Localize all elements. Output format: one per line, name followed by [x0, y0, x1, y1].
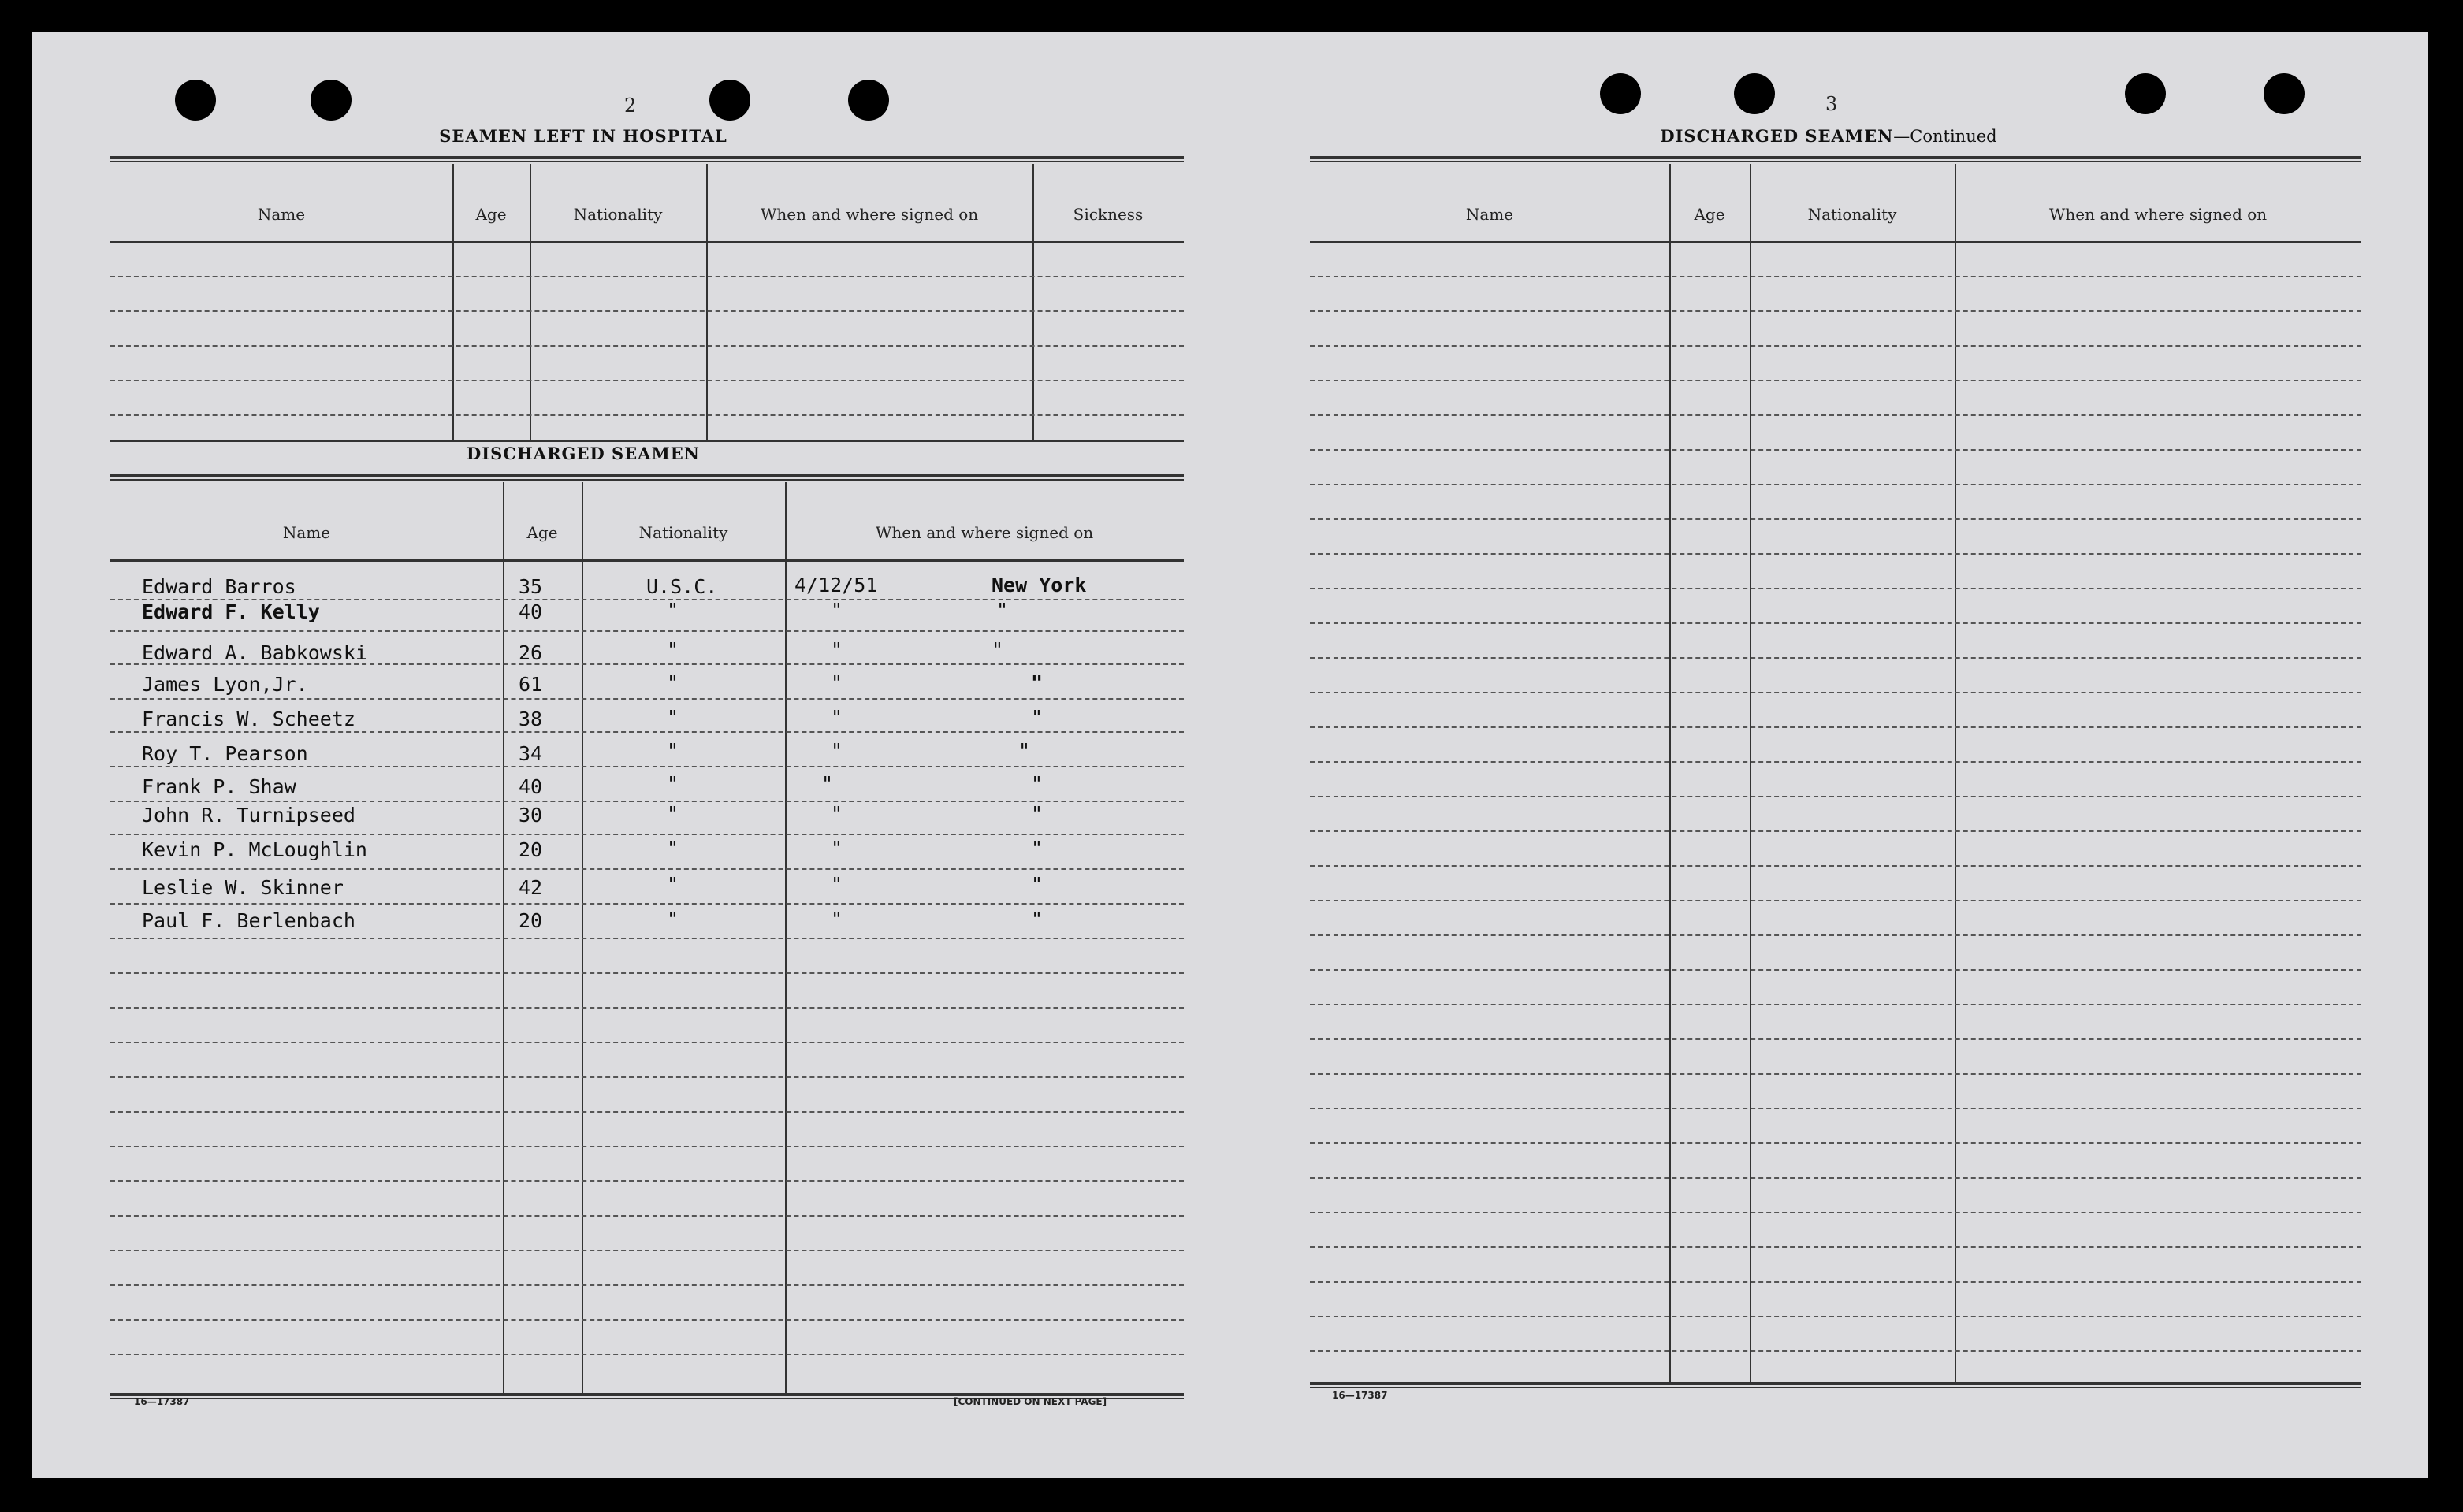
seaman-name: Edward A. Babkowski	[142, 641, 367, 664]
seaman-nationality: "	[667, 772, 679, 795]
seaman-age: 35	[519, 575, 543, 598]
hospital-table	[110, 156, 1184, 455]
continued-title	[1576, 126, 2081, 146]
seaman-nationality: "	[667, 837, 679, 860]
hospital-col-nationality: Nationality	[573, 205, 663, 224]
seaman-age: 20	[519, 838, 543, 861]
seaman-age: 30	[519, 804, 543, 827]
seaman-age: 20	[519, 909, 543, 932]
punch-hole	[1734, 73, 1775, 114]
seaman-signed-place: "	[992, 638, 1004, 661]
seaman-name: Francis W. Scheetz	[142, 708, 355, 730]
discharged-col-nationality: Nationality	[638, 523, 728, 542]
seaman-signed-date: "	[831, 837, 843, 860]
seaman-signed-date: 4/12/51	[794, 574, 878, 596]
punch-hole	[709, 80, 750, 121]
seaman-name: Edward Barros	[142, 575, 296, 598]
seaman-name: John R. Turnipseed	[142, 804, 355, 827]
seaman-signed-date: "	[831, 873, 843, 896]
seaman-nationality: "	[667, 908, 679, 931]
continued-col-nationality: Nationality	[1807, 205, 1897, 224]
continued-col-name: Name	[1465, 205, 1514, 224]
punch-hole	[2264, 73, 2305, 114]
seaman-age: 34	[519, 742, 543, 765]
discharged-col-signed-on: When and where signed on	[875, 523, 1094, 542]
seaman-signed-place: "	[1031, 706, 1044, 729]
seaman-signed-place: "	[1031, 837, 1044, 860]
seaman-name: Leslie W. Skinner	[142, 876, 344, 899]
seaman-signed-place: "	[1031, 873, 1044, 896]
discharged-continued-table	[1310, 156, 2361, 1417]
continued-title-main: DISCHARGED SEAMEN	[1660, 126, 1894, 146]
seaman-nationality: "	[667, 873, 679, 896]
seaman-signed-place: "	[1031, 671, 1044, 694]
seaman-nationality: "	[667, 599, 679, 622]
seaman-age: 40	[519, 600, 543, 623]
hospital-col-name: Name	[257, 205, 306, 224]
seaman-nationality: U.S.C.	[646, 575, 718, 598]
seaman-age: 61	[519, 673, 543, 696]
document-sheet	[32, 32, 2428, 1478]
seaman-signed-date: "	[831, 802, 843, 825]
seaman-name: Kevin P. McLoughlin	[142, 838, 367, 861]
seaman-signed-place: "	[1031, 772, 1044, 795]
punch-hole	[311, 80, 352, 121]
seaman-name: Paul F. Berlenbach	[142, 909, 355, 932]
seaman-signed-place: "	[1031, 802, 1044, 825]
seaman-nationality: "	[667, 706, 679, 729]
seaman-signed-date: "	[831, 739, 843, 762]
seaman-nationality: "	[667, 638, 679, 661]
punch-hole	[175, 80, 216, 121]
punch-hole	[848, 80, 889, 121]
continued-col-signed-on: When and where signed on	[2048, 205, 2268, 224]
seaman-signed-date: "	[831, 908, 843, 931]
form-number: 16—17387	[134, 1396, 190, 1407]
seaman-nationality: "	[667, 671, 679, 694]
seaman-age: 42	[519, 876, 543, 899]
seaman-signed-place: New York	[992, 574, 1087, 596]
seaman-age: 26	[519, 641, 543, 664]
continued-note: [CONTINUED ON NEXT PAGE]	[954, 1396, 1107, 1407]
punch-hole	[1600, 73, 1641, 114]
seaman-signed-date: "	[831, 671, 843, 694]
discharged-table	[110, 474, 1184, 1436]
seaman-signed-place: "	[996, 599, 1009, 622]
hospital-col-age: Age	[475, 205, 507, 224]
discharged-title: DISCHARGED SEAMEN	[467, 444, 700, 463]
seaman-nationality: "	[667, 739, 679, 762]
discharged-col-age: Age	[526, 523, 558, 542]
seaman-nationality: "	[667, 802, 679, 825]
seaman-signed-place: "	[1018, 739, 1031, 762]
hospital-title: SEAMEN LEFT IN HOSPITAL	[439, 126, 727, 146]
page-number: 2	[624, 95, 637, 117]
hospital-col-sickness: Sickness	[1073, 205, 1144, 224]
seaman-age: 38	[519, 708, 543, 730]
continued-title-suffix: —Continued	[1893, 127, 1997, 146]
punch-hole	[2125, 73, 2166, 114]
hospital-col-signed-on: When and where signed on	[760, 205, 979, 224]
page-number: 3	[1825, 93, 1838, 115]
seaman-name: Frank P. Shaw	[142, 775, 296, 798]
seaman-name: Edward F. Kelly	[142, 600, 320, 623]
seaman-signed-date: "	[831, 638, 843, 661]
continued-col-age: Age	[1694, 205, 1725, 224]
seaman-age: 40	[519, 775, 543, 798]
seaman-signed-place: "	[1031, 908, 1044, 931]
seaman-signed-date: "	[831, 706, 843, 729]
discharged-col-name: Name	[282, 523, 331, 542]
seaman-signed-date: "	[831, 599, 843, 622]
form-number: 16—17387	[1332, 1390, 1388, 1401]
seaman-name: Roy T. Pearson	[142, 742, 308, 765]
seaman-signed-date: "	[821, 772, 834, 795]
seaman-name: James Lyon,Jr.	[142, 673, 308, 696]
